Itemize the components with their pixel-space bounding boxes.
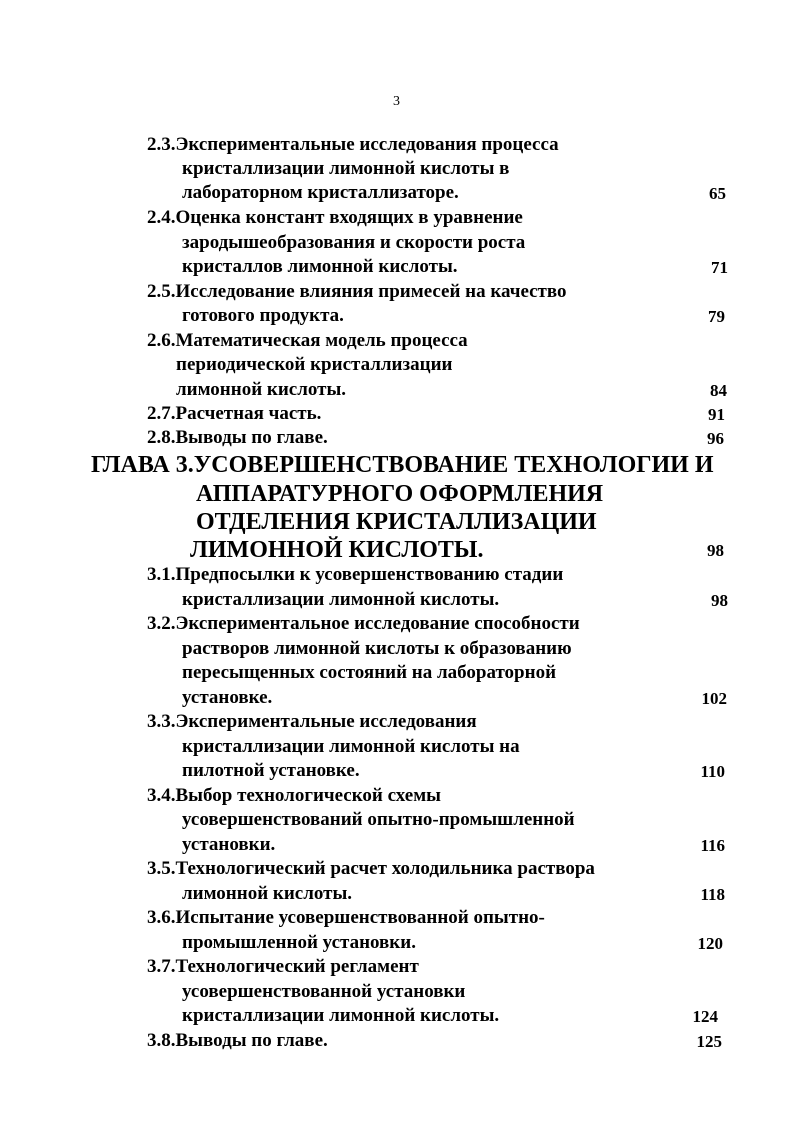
toc-entry-3-5-line-1: 3.5.Технологический расчет холодильника раствора — [147, 858, 595, 879]
toc-entry-3-2-line-3: пересыщенных состояний на лабораторной — [182, 662, 557, 683]
toc-entry-3-6-page: 120 — [697, 934, 723, 953]
toc-entry-3-6-line-2: промышленной установки. — [182, 932, 416, 953]
toc-entry-3-8-line-1: 3.8.Выводы по главе. — [147, 1030, 328, 1051]
toc-entry-3-7-page: 124 — [692, 1007, 718, 1026]
toc-entry-3-4-line-3: установки. — [182, 834, 276, 855]
toc-entry-2-7-page: 91 — [708, 405, 725, 424]
toc-entry-2-6-page: 84 — [710, 381, 727, 400]
toc-entry-2-7-line-1: 2.7.Расчетная часть. — [147, 403, 322, 424]
chapter-3-heading-line-1: ГЛАВА 3.УСОВЕРШЕНСТВОВАНИЕ ТЕХНОЛОГИИ И — [91, 452, 714, 478]
toc-entry-3-8-page: 125 — [696, 1032, 722, 1051]
chapter-3-heading-line-2: АППАРАТУРНОГО ОФОРМЛЕНИЯ — [196, 481, 604, 507]
toc-entry-2-4-line-2: зародышеобразования и скорости роста — [182, 232, 526, 253]
toc-entry-2-4-line-3: кристаллов лимонной кислоты. — [182, 256, 458, 277]
toc-entry-2-4-page: 71 — [711, 258, 728, 277]
chapter-3-heading-line-3: ОТДЕЛЕНИЯ КРИСТАЛЛИЗАЦИИ — [196, 509, 597, 535]
toc-entry-3-5-page: 118 — [700, 885, 725, 904]
toc-entry-2-6-line-1: 2.6.Математическая модель процесса — [147, 330, 468, 351]
toc-entry-2-3-line-3: лабораторном кристаллизаторе. — [182, 182, 459, 203]
toc-entry-2-8-line-1: 2.8.Выводы по главе. — [147, 427, 328, 448]
toc-entry-3-2-line-4: установке. — [182, 687, 273, 708]
toc-entry-3-7-line-3: кристаллизации лимонной кислоты. — [182, 1005, 500, 1026]
toc-entry-3-1-page: 98 — [711, 591, 728, 610]
toc-entry-3-5-line-2: лимонной кислоты. — [182, 883, 353, 904]
toc-entry-3-4-page: 116 — [700, 836, 725, 855]
toc-entry-2-3-line-2: кристаллизации лимонной кислоты в — [182, 158, 510, 179]
toc-entry-3-7-line-2: усовершенствованной установки — [182, 981, 466, 1002]
toc-entry-3-3-line-2: кристаллизации лимонной кислоты на — [182, 736, 520, 757]
toc-entry-3-4-line-2: усовершенствований опытно-промышленной — [182, 809, 575, 830]
toc-entry-3-1-line-2: кристаллизации лимонной кислоты. — [182, 589, 500, 610]
toc-entry-3-2-line-2: растворов лимонной кислоты к образованию — [182, 638, 572, 659]
toc-entry-2-8-page: 96 — [707, 429, 724, 448]
chapter-3-page: 98 — [707, 541, 724, 560]
toc-entry-2-5-line-1: 2.5.Исследование влияния примесей на качество — [147, 281, 567, 302]
toc-entry-2-6-line-2: периодической кристаллизации — [176, 354, 453, 375]
page-number: 3 — [393, 94, 400, 109]
toc-entry-3-2-page: 102 — [701, 689, 727, 708]
toc-entry-3-3-line-3: пилотной установке. — [182, 760, 360, 781]
toc-entry-3-1-line-1: 3.1.Предпосылки к усовершенствованию стадии — [147, 564, 564, 585]
toc-entry-3-6-line-1: 3.6.Испытание усовершенствованной опытно- — [147, 907, 545, 928]
chapter-3-heading-line-4: ЛИМОННОЙ КИСЛОТЫ. — [190, 537, 484, 563]
toc-entry-3-2-line-1: 3.2.Экспериментальное исследование способности — [147, 613, 580, 634]
toc-entry-2-3-line-1: 2.3.Экспериментальные исследования процесса — [147, 134, 559, 155]
toc-entry-3-3-page: 110 — [700, 762, 725, 781]
toc-entry-2-5-page: 79 — [708, 307, 725, 326]
toc-entry-2-6-line-3: лимонной кислоты. — [176, 379, 347, 400]
toc-entry-3-3-line-1: 3.3.Экспериментальные исследования — [147, 711, 477, 732]
toc-entry-3-7-line-1: 3.7.Технологический регламент — [147, 956, 419, 977]
toc-entry-3-4-line-1: 3.4.Выбор технологической схемы — [147, 785, 442, 806]
toc-entry-2-5-line-2: готового продукта. — [182, 305, 344, 326]
toc-entry-2-4-line-1: 2.4.Оценка констант входящих в уравнение — [147, 207, 523, 228]
toc-entry-2-3-page: 65 — [709, 184, 726, 203]
